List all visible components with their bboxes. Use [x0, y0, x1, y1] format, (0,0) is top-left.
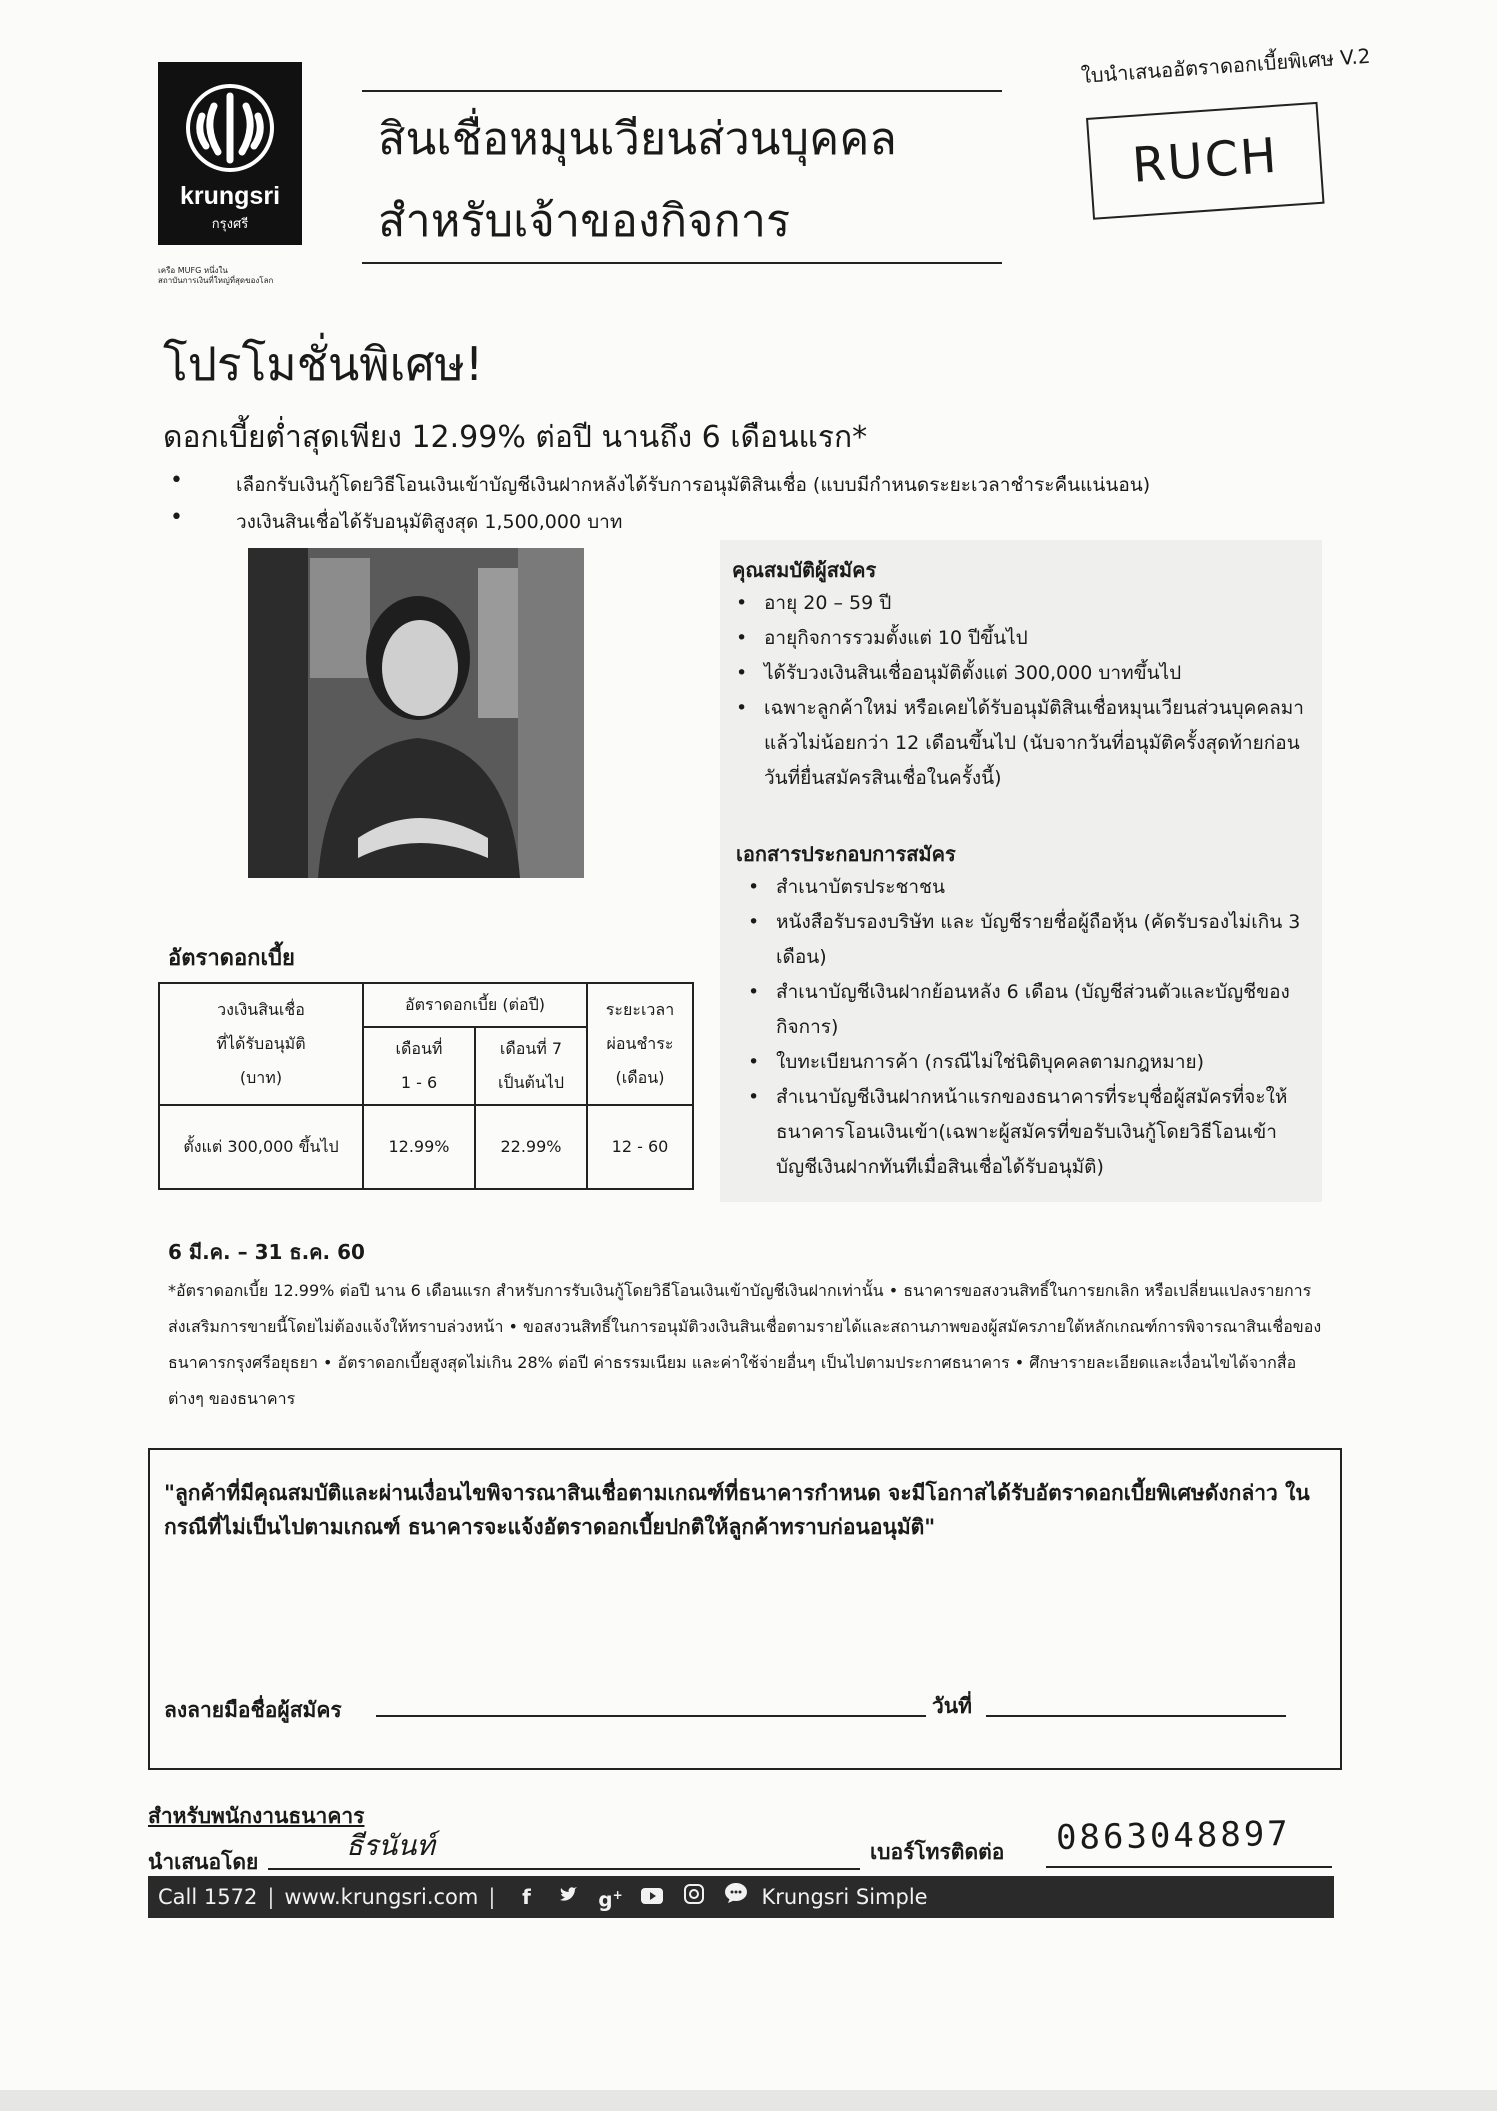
table-cell: 12.99%	[363, 1105, 475, 1189]
proposer-label: นำเสนอโดย	[148, 1850, 259, 1874]
product-title-line2: สำหรับเจ้าของกิจการ	[378, 194, 791, 247]
footer-bar	[148, 1876, 1334, 1918]
proposer-name-handwritten: ธีรนันท์	[346, 1829, 435, 1862]
facebook-icon[interactable]: f	[522, 1885, 531, 1909]
list-item: • ใบทะเบียนการค้า (กรณีไม่ใช่นิติบุคคลตามกฎหมาย)	[744, 1045, 1314, 1080]
title-rule-top	[362, 90, 1002, 92]
call-center[interactable]: Call 1572	[158, 1885, 258, 1909]
date-label: วันที่	[932, 1694, 972, 1718]
promo-validity: 6 มี.ค. – 31 ธ.ค. 60	[168, 1240, 365, 1264]
month1-header: เดือนที่ 1 - 6	[363, 1027, 475, 1105]
list-item: • สำเนาบัญชีเงินฝากหน้าแรกของธนาคารที่ระบุชื่อผู้สมัครที่จะให้ธนาคารโอนเงินเข้า(เฉพาะผู้สมัครที่ขอรับเงินกู้โดยวิธีโอนเข้าบัญชีเงินฝากทันทีเมื่อสินเชื่อได้รับอนุมัติ)	[744, 1080, 1314, 1185]
website-link[interactable]: www.krungsri.com	[284, 1885, 479, 1909]
table-cell: 22.99%	[475, 1105, 587, 1189]
qualifications-title: คุณสมบัติผู้สมัคร	[732, 558, 877, 582]
promo-headline: โปรโมชั่นพิเศษ!	[163, 337, 484, 391]
chat-icon[interactable]	[723, 1876, 749, 1918]
youtube-icon[interactable]	[639, 1876, 665, 1918]
product-title-line1: สินเชื่อหมุนเวียนส่วนบุคคล	[378, 112, 897, 165]
promo-rate-line: ดอกเบี้ยต่ำสุดเพียง 12.99% ต่อปี นานถึง 6 เดือนแรก*	[163, 420, 868, 455]
eligibility-notice: "ลูกค้าที่มีคุณสมบัติและผ่านเงื่อนไขพิจารณาสินเชื่อตามเกณฑ์ที่ธนาคารกำหนด จะมีโอกาสได้รับอัตราดอกเบี้ยพิเศษดังกล่าว ในกรณีที่ไม่เป็นไปตามเกณฑ์ ธนาคารจะแจ้งอัตราดอกเบี้ยปกติให้ลูกค้าทราบก่อนอนุมัติ"	[164, 1481, 1310, 1539]
krungsri-emblem-icon	[184, 82, 276, 174]
table-cell: 12 - 60	[587, 1105, 693, 1189]
date-line[interactable]	[986, 1715, 1286, 1717]
divider: |	[267, 1885, 275, 1909]
form-version-label: ใบนำเสนออัตราดอกเบี้ยพิเศษ V.2	[1080, 43, 1372, 88]
rate-table-heading: อัตราดอกเบี้ย	[168, 946, 295, 971]
list-item: • สำเนาบัตรประชาชน	[744, 870, 1314, 905]
rate-table	[158, 982, 694, 1190]
google-plus-icon[interactable]: g+	[598, 1887, 623, 1912]
signature-label: ลงลายมือชื่อผู้สมัคร	[164, 1698, 342, 1722]
mufg-tagline: เครือ MUFG หนึ่งใน สถาบันการเงินที่ใหญ่ที่สุดของโลก	[158, 266, 274, 285]
proposer-line	[268, 1868, 860, 1870]
info-panel	[720, 540, 1322, 1202]
customer-photo	[248, 548, 584, 878]
brand-name-thai: กรุงศรี	[211, 217, 249, 232]
signature-box	[148, 1448, 1342, 1770]
scan-edge	[0, 2090, 1497, 2111]
twitter-icon[interactable]	[555, 1876, 581, 1918]
staff-section-label: สำหรับพนักงานธนาคาร	[148, 1804, 365, 1828]
list-item: • ได้รับวงเงินสินเชื่ออนุมัติตั้งแต่ 300,000 บาทขึ้นไป	[732, 656, 1312, 691]
fine-print: *อัตราดอกเบี้ย 12.99% ต่อปี นาน 6 เดือนแรก สำหรับการรับเงินกู้โดยวิธีโอนเงินเข้าบัญชีเงินฝากเท่านั้น • ธนาคารขอสงวนสิทธิ์ในการยกเลิก หรือเปลี่ยนแปลงรายการส่งเสริมการขายนี้โดยไม่ต้องแจ้งให้ทราบล่วงหน้า • ขอสงวนสิทธิ์ในการอนุมัติวงเงินสินเชื่อตามรายได้และสถานภาพของผู้สมัครภายใต้หลักเกณฑ์การพิจารณาสินเชื่อของธนาคารกรุงศรีอยุธยา • อัตราดอกเบี้ยสูงสุดไม่เกิน 28% ต่อปี ค่าธรรมเนียม และค่าใช้จ่ายอื่นๆ เป็นไปตามประกาศธนาคาร • ศึกษารายละเอียดและเงื่อนไขได้จากสื่อต่างๆ ของธนาคาร	[168, 1281, 1322, 1408]
month7-header: เดือนที่ 7 เป็นต้นไป	[475, 1027, 587, 1105]
qualifications-list	[732, 586, 1312, 796]
signature-line[interactable]	[376, 1715, 926, 1717]
contact-label: เบอร์โทรติดต่อ	[870, 1840, 1005, 1864]
list-item: • อายุกิจการรวมตั้งแต่ 10 ปีขึ้นไป	[732, 621, 1312, 656]
app-name[interactable]: Krungsri Simple	[761, 1885, 928, 1909]
documents-list	[744, 870, 1314, 1185]
divider: |	[488, 1885, 496, 1909]
table-cell: ตั้งแต่ 300,000 ขึ้นไป	[159, 1105, 363, 1189]
documents-title: เอกสารประกอบการสมัคร	[736, 842, 956, 866]
term-header: ระยะเวลา ผ่อนชำระ (เดือน)	[587, 983, 693, 1105]
rate-header: อัตราดอกเบี้ย (ต่อปี)	[363, 983, 587, 1027]
list-item: • อายุ 20 – 59 ปี	[732, 586, 1312, 621]
list-item: • หนังสือรับรองบริษัท และ บัญชีรายชื่อผู้ถือหุ้น (คัดรับรองไม่เกิน 3 เดือน)	[744, 905, 1314, 975]
instagram-icon[interactable]	[681, 1876, 707, 1918]
list-item: • เลือกรับเงินกู้โดยวิธีโอนเงินเข้าบัญชีเงินฝากหลังได้รับการอนุมัติสินเชื่อ (แบบมีกำหนดระยะเวลาชำระคืนแน่นอน)	[170, 470, 1150, 507]
code-stamp-box: RUCH	[1086, 102, 1325, 220]
title-rule-bottom	[362, 262, 1002, 264]
limit-header: วงเงินสินเชื่อ ที่ได้รับอนุมัติ (บาท)	[159, 983, 363, 1105]
krungsri-logo	[158, 62, 302, 245]
promo-bullets	[170, 470, 1150, 544]
brand-name: krungsri	[179, 182, 281, 210]
list-item: • สำเนาบัญชีเงินฝากย้อนหลัง 6 เดือน (บัญชีส่วนตัวและบัญชีของกิจการ)	[744, 975, 1314, 1045]
list-item: • วงเงินสินเชื่อได้รับอนุมัติสูงสุด 1,500,000 บาท	[170, 507, 1150, 544]
contact-line	[1046, 1866, 1332, 1868]
contact-phone-handwritten: 0863048897	[1055, 1813, 1292, 1859]
list-item: • เฉพาะลูกค้าใหม่ หรือเคยได้รับอนุมัติสินเชื่อหมุนเวียนส่วนบุคคลมาแล้วไม่น้อยกว่า 12 เดือนขึ้นไป (นับจากวันที่อนุมัติครั้งสุดท้ายก่อนวันที่ยื่นสมัครสินเชื่อในครั้งนี้)	[732, 691, 1312, 796]
